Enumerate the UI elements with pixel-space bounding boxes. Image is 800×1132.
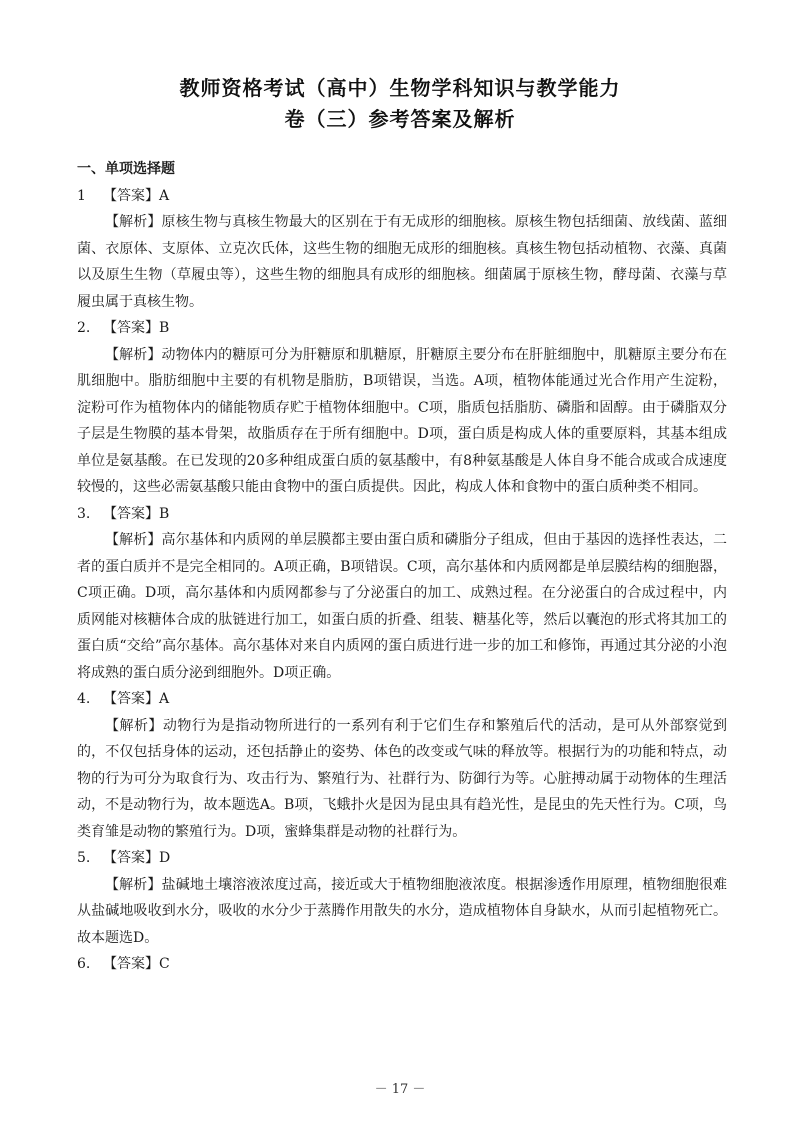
question-number: 4. (77, 691, 91, 707)
answer-text: 【答案】C (103, 956, 170, 972)
document-subtitle: 卷（三）参考答案及解析 (284, 107, 516, 131)
explanation-text: 【解析】原核生物与真核生物最大的区别在于有无成形的细胞核。原核生物包括细菌、放线菌、蓝细菌、衣原体、支原体、立克次氏体，这些生物的细胞无成形的细胞核。真核生物包括动植物、衣藻、真菌以及原生生物（草履虫等），这些生物的细胞具有成形的细胞核。细菌属于原核生物，酵母菌、衣藻与草履虫属于真核生物。 (77, 214, 727, 310)
answer-line (77, 315, 727, 342)
explanation-text: 【解析】动物体内的糖原可分为肝糖原和肌糖原，肝糖原主要分布在肝脏细胞中，肌糖原主要分布在肌细胞中。脂肪细胞中主要的有机物是脂肪，B项错误，当选。A项，植物体能通过光合作用产生淀粉，淀粉可作为植物体内的储能物质存贮于植物体细胞中。C项，脂质包括脂肪、磷脂和固醇。由于磷脂双分子层是生物膜的基本骨架，故脂质存在于所有细胞中。D项，蛋白质是构成人体的重要原料，其基本组成单位是氨基酸。在已发现的20多种组成蛋白质的氨基酸中，有8种氨基酸是人体自身不能合成或合成速度较慢的，这些必需氨基酸只能由食物中的蛋白质提供。因此，构成人体和食物中的蛋白质种类不相同。 (77, 346, 727, 495)
answer-text: 【答案】A (103, 691, 170, 707)
answer-line (77, 951, 727, 978)
answer-line (77, 845, 727, 872)
question-number: 3. (77, 505, 91, 522)
question-number: 2. (77, 320, 91, 336)
answer-text: 【答案】B (103, 505, 170, 522)
question-number: 5. (77, 850, 91, 866)
document-title: 教师资格考试（高中）生物学科知识与教学能力 (179, 76, 621, 100)
explanation-text: 【解析】盐碱地土壤溶液浓度过高，接近或大于植物细胞液浓度。根据渗透作用原理，植物细胞很难从盐碱地吸收到水分，吸收的水分少于蒸腾作用散失的水分，造成植物体自身缺水，从而引起植物死亡。故本题选D。 (77, 876, 727, 946)
question-item (77, 845, 727, 951)
question-item (77, 501, 727, 687)
page-number: － 17 － (374, 1082, 426, 1097)
question-number: 1 (77, 187, 86, 204)
question-item (77, 686, 727, 845)
answer-text: 【答案】B (103, 320, 170, 336)
explanation-text: 【解析】动物行为是指动物所进行的一系列有利于它们生存和繁殖后代的活动，是可从外部察觉到的，不仅包括身体的运动，还包括静止的姿势、体色的改变或气味的释放等。根据行为的功能和特点，动物的行为可分为取食行为、攻击行为、繁殖行为、社群行为、防御行为等。心脏搏动属于动物体的生理活动，不是动物行为，故本题选A。B项，飞蛾扑火是因为昆虫具有趋光性，是昆虫的先天性行为。C项，鸟类育雏是动物的繁殖行为。D项，蜜蜂集群是动物的社群行为。 (77, 717, 727, 840)
answer-content (77, 156, 727, 978)
answer-line (77, 686, 727, 713)
question-item (77, 315, 727, 501)
answer-line (77, 501, 727, 528)
answer-line (77, 183, 727, 210)
section-title: 一、单项选择题 (77, 161, 175, 177)
question-item (77, 951, 727, 978)
answer-text: 【答案】D (103, 850, 171, 866)
explanation-text: 【解析】高尔基体和内质网的单层膜都主要由蛋白质和磷脂分子组成，但由于基因的选择性表达，二者的蛋白质并不是完全相同的。A项正确，B项错误。C项，高尔基体和内质网都是单层膜结构的细胞器，C项正确。D项，高尔基体和内质网都参与了分泌蛋白的加工、成熟过程。在分泌蛋白的合成过程中，内质网能对核糖体合成的肽链进行加工，如蛋白质的折叠、组装、糖基化等，然后以囊泡的形式将其加工的蛋白质“交给”高尔基体。高尔基体对来自内质网的蛋白质进行进一步的加工和修饰，再通过其分泌的小泡将成熟的蛋白质分泌到细胞外。D项正确。 (77, 532, 727, 681)
question-item (77, 183, 727, 316)
question-number: 6. (77, 956, 91, 972)
answer-text: 【答案】A (103, 187, 170, 204)
